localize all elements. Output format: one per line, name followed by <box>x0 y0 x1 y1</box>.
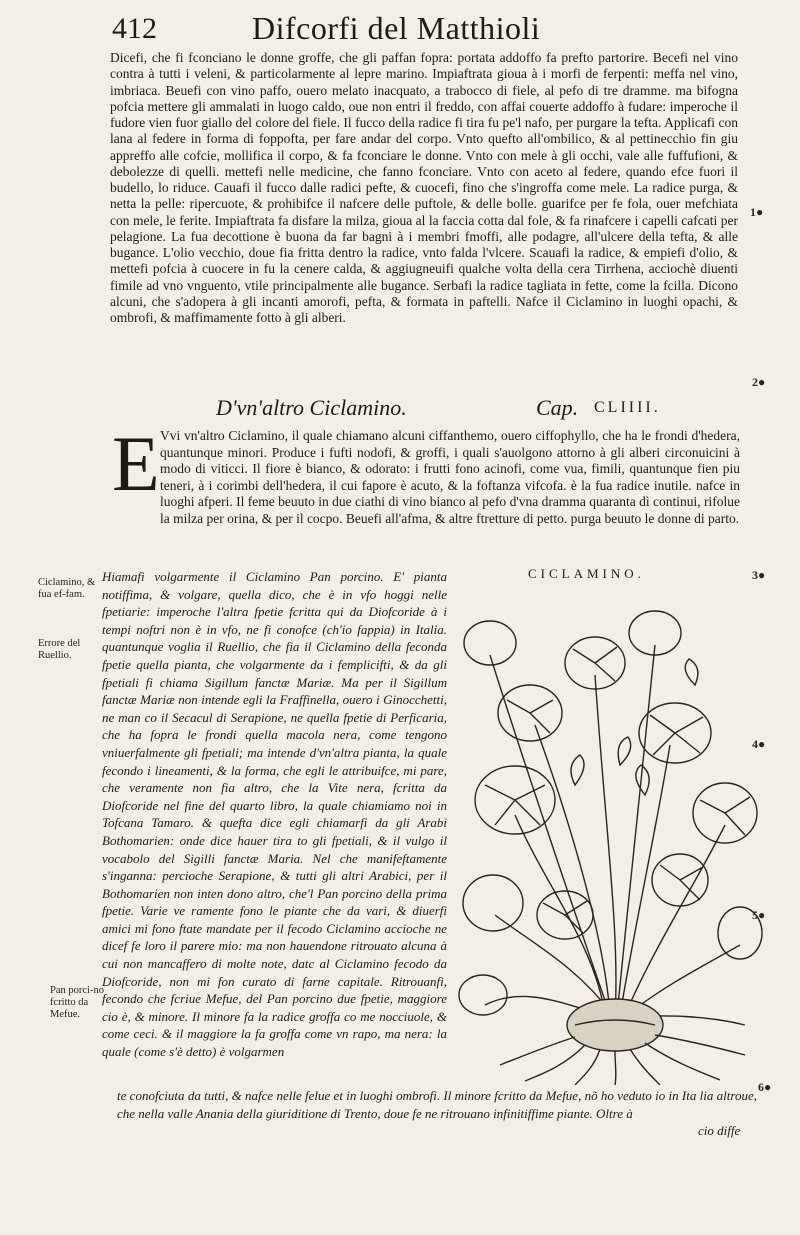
commentary-tail: te conofciuta da tutti, & nafce nelle felue et in luoghi ombrofi. Il minore fcritto da Mefue, nõ ho veduto io in Ita lia altroue, che nella valle Anania della giuriditione di Trento, doue fe ne ritrouano infinitiffime piante. Oltre à <box>117 1088 757 1121</box>
margin-mark-3: 3● <box>752 568 766 582</box>
paragraph-1: Dicefi, che fi fconciano le donne groffe, che gli paffan fopra: portata addoffo fa prefto partorire. Becefi nel vino contra à tutti i veleni, & particolarmente al lepre marino. Impiaftrata gioua à i morfi de ferpenti: meffa nel vino, imbriaca. Beuefi con vino paffo, ouero melato inacquato, a trabocco di fiele, al pefo di tre dramme. ma bifogna pofcia mettere gli ammalati in luogo caldo, oue non entri il freddo, con affai couerte addoffo à fudare: imperoche il fudore vien fuor giallo del colore del fiele. Il fucco della radice fi tira fu pe'l nafo, per purgare la tefta. Applicafi con lana al federe in forma di foppofta, per fare andar del corpo. Vnto quefto all'ombilico, & al pettinecchio fin giu appreffo alle cofcie, mollifica il corpo, & fa fconciare le donne. Vnto con mele à gli occhi, vale alle fuffufioni, & debolezze di quelli. mettefi nelle medicine, che fanno fconciare. Vnto con aceto al federe, quando efce fuori il budello, lo riduce. Cauafi il fucco dalle radici pefte, & cuocefi, fino che s'ingroffa come mele. La radice purga, & netta la pelle: ripercuote, & prohibifce il nafcere delle puftole, & delle bolle. guarifce per fe fola, ouer mefchiata con mele, le ferite. Impiaftrata fa disfare la milza, gioua al la faccia cotta dal fole, & fa rinafcere i capelli cafcati per pelagione. La fua decottione è buona da far bagni à i membri fmoffi, alle podagre, all'ulcere della tefta, & alle bugance. L'olio vecchio, doue fia fritta dentro la radice, vnto falda l'vlcere. Scauafi la radice, & empiefi d'olio, & mettefi pofcia à cuocere in fu la cenere calda, & aggiugneuifi qualche volta della cera Tirrhena, acciochè diuenti fimile ad vno vnguento, vtile principalmente alle bugance. Serbafi la radice tagliata in fette, come la fcilla. Dicono alcuni, che s'adopera à gli incanti amorofi, pefta, & formata in paftelli. Nafce il Ciclamino in luoghi opachi, & ombrofi, & maffimamente fotto à gli alberi. <box>110 50 738 325</box>
running-head <box>112 8 752 48</box>
margin-mark-5: 5● <box>752 908 766 922</box>
cyclamen-woodcut-illustration <box>455 585 766 1085</box>
chapter-number: CLIIII. <box>594 399 661 416</box>
chapter-title: D'vn'altro Ciclamino. <box>216 395 407 420</box>
side-note-2: Errore del Ruellio. <box>38 638 81 661</box>
drop-cap-letter: E <box>112 420 160 507</box>
paragraph-2: Vvi vn'altro Ciclamino, il quale chiamano alcuni ciffanthemo, ouero ciffophyllo, che ha le frondi d'hedera, quantunque minori. Produce i fufti nodofi, & groffi, i quali s'auolgono attorno à gli alberi circonuicini à modo di viticci. Il fiore è bianco, & odorato: i frutti fono acinofi, come vua, fimili, quantunque fien piu teneri, à i corimbi dell'hedera, il cui fapore è acuto, & la foftanza vifcofa. è la fua radice inutile. nafce in luoghi afperi. Il feme beuuto in due ciathi di vino bianco al pefo d'vna dramma quaranta dì continui, rifolue la milza per orina, & per il cocpo. Beuefi all'afma, & altre ftretture di petto. purga beuuto le donne di parto. <box>160 428 740 526</box>
running-title: Difcorfi del Matthioli <box>252 10 541 46</box>
margin-mark-6: 6● <box>758 1080 772 1094</box>
chapter-label: Cap. <box>536 395 579 420</box>
margin-mark-1: 1● <box>750 205 764 219</box>
chapter-heading <box>216 393 696 423</box>
side-note-3: Pan porci-no fcritto da Mefue. <box>50 985 104 1020</box>
commentary-end: cio diffe <box>698 1123 741 1138</box>
side-note-1: Ciclamino, & fua ef-fam. <box>38 577 96 600</box>
figure-caption: CICLAMINO. <box>528 566 645 581</box>
margin-mark-4: 4● <box>752 737 766 751</box>
page-number: 412 <box>112 12 157 45</box>
margin-mark-2: 2● <box>752 375 766 389</box>
commentary-main: Hiamafi volgarmente il Ciclamino Pan porcino. E' pianta notiffima, & volgare, quella dico, che è in vfo hoggi nelle fpetiarie: imperoche l'altra fpetie fcritta qui da Diofcoride à i tempi noftri non è in vfo, ne fi conofce (ch'io fappia) in Italia. quantunque voglia il Ruellio, che fia il Ciclamino della feconda fpetie quella pianta, che volgarmente da i femplicifti, & da gli fpetiali fi chiama Sigillum fanctæ Mariæ. Ma per il Sigillum fanctæ Mariæ non intende egli la Fraffinella, ouero i Ginocchetti, ne man co il Secacul di Serapione, ne quella fpetie di Perficaria, che ha fopra le frondi quella macola nera, come tengono vniuerfalmente gli fpetiali; ma intende d'vn'altra pianta, la quale fecondo i lineamenti, & la forma, che egli le attribuifce, mi pare, che veramente non fia altro, che la Vite nera, fcritta da Diofcoride nel fine del quarto libro, la quale chiamiamo noi in Tofcana Tamaro. & quefta dice egli chiamarfi da gli Arabi Bothomarien: onde dice hauer tira to gli fpetiali, & il vulgo il vocabolo del Sigilli fanctæ Maria. Nel che manifeftamente s'inganna: percioche Serapione, & tutti gli altri Arabici, per il Bothomarien non inten dono altro, che'l Pan porcino della prima fpetie. Varie ve ramente fono le piante che da vari, & diuerfi amici mi fono ftate mandate per il fecodo Ciclamino accioche ne dicef fe loro il parere mio: ma non hauendone ritrouato alcuna à cui non mancaffero di molte note, datc al Ciclamino fecodo da Diofcoride, non mi fon curato di farne capitale. Ritrouanfi, fecondo che fcriue Mefue, del Pan porcino due fpetie, maggiore cio è, & minore. Il minore fa la radice groffa co me nocciuole, & come ceci. & il maggiore la fa groffa come vn rapo, ma nera: la quale (come s'è detto) è volgarmen <box>102 569 447 1060</box>
drop-cap <box>112 420 160 507</box>
